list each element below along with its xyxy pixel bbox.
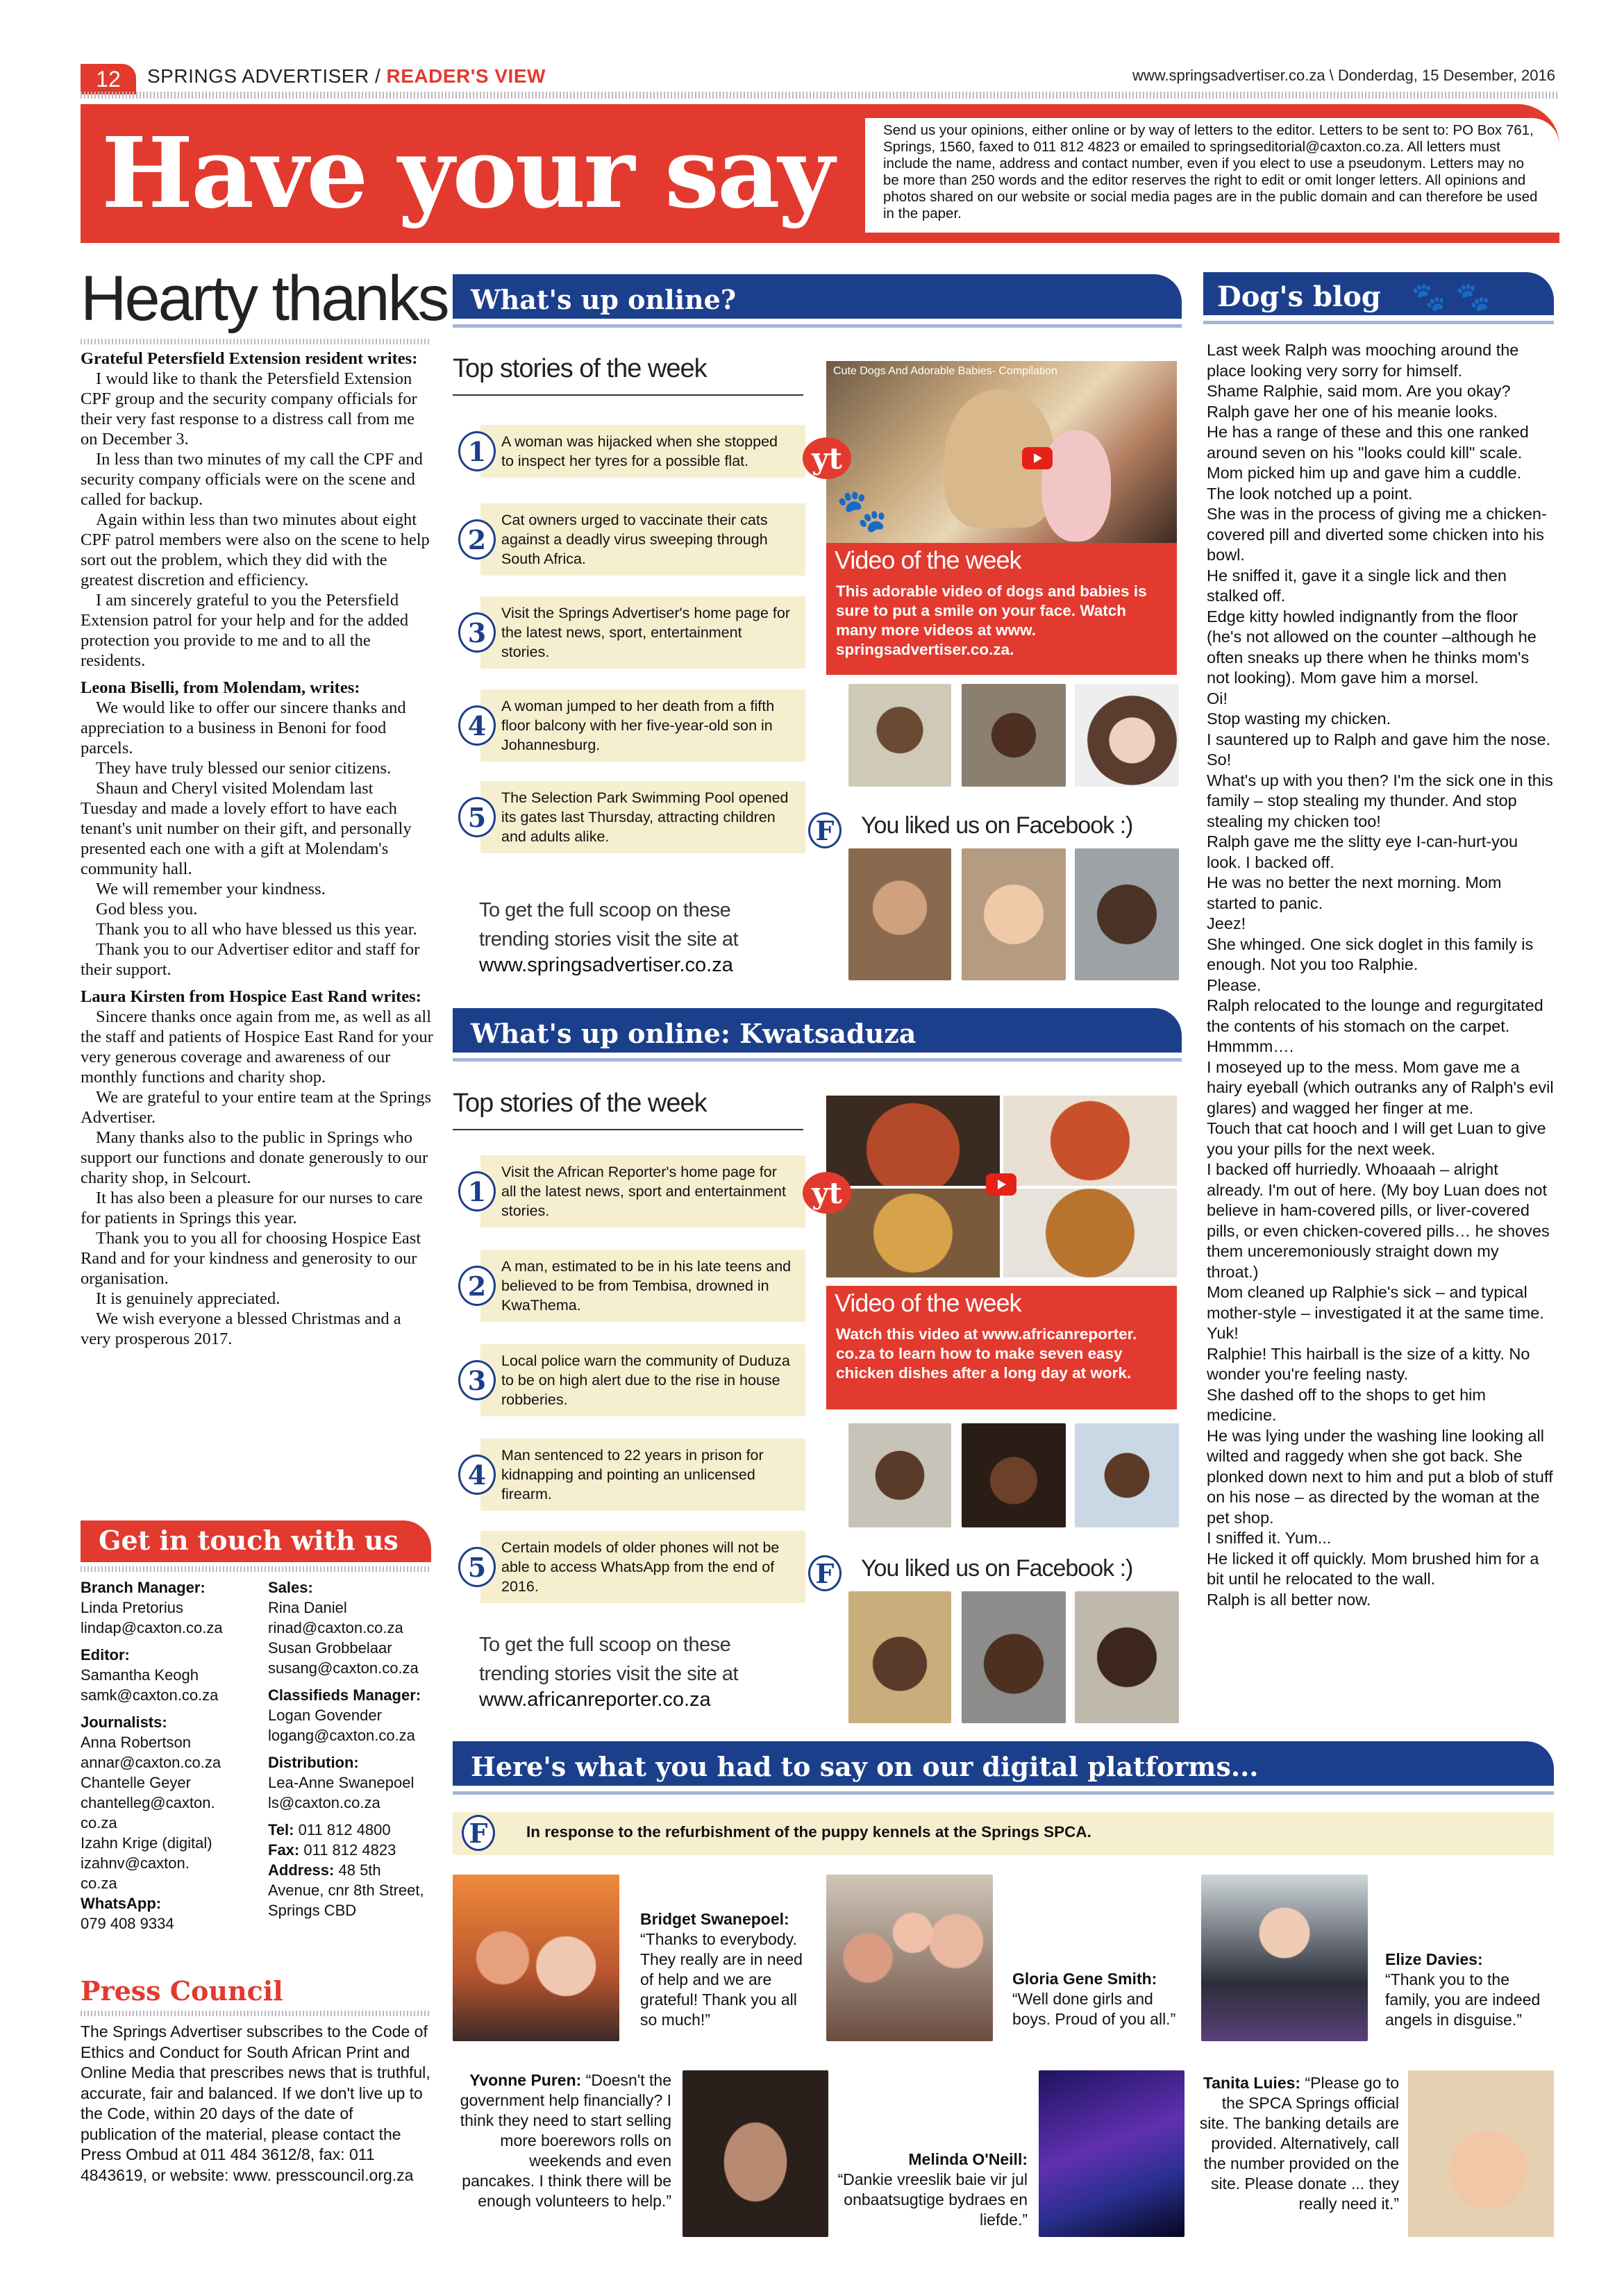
- contact-label: Classifieds Manager:: [268, 1686, 421, 1704]
- story-text: Cat owners urged to vaccinate their cats against a deadly virus sweeping through South Africa.: [480, 503, 805, 576]
- story-text: Visit the African Reporter's home page for all the latest news, sport and entertainment stories.: [480, 1155, 805, 1227]
- facebook-photo: [962, 848, 1066, 980]
- comment-name: Bridget Swanepoel:: [640, 1910, 789, 1928]
- facebook-icon: F: [808, 812, 842, 848]
- facebook-icon: F: [462, 1815, 495, 1851]
- letter-paragraph: Thank you to our Advertiser editor and staff for their support.: [81, 940, 420, 979]
- youtube-icon: yt: [803, 1172, 851, 1214]
- blog-paragraph: Last week Ralph was mooching around the place looking very sorry for himself.: [1207, 341, 1519, 380]
- story-text: Man sentenced to 22 years in prison for kidnapping and pointing an unlicensed firearm.: [480, 1439, 805, 1511]
- paw-icon: 🐾: [836, 487, 888, 534]
- blog-paragraph: Edge kitty howled indignantly from the floor (he's not allowed on the counter –although he often sneaks up there when he thinks mom's not looking). Mom gave him a morsel.: [1207, 607, 1537, 687]
- story-number: 4: [458, 705, 496, 746]
- facebook-photo: [962, 1591, 1066, 1723]
- story-number: 1: [458, 1171, 496, 1212]
- letter-author: Laura Kirsten from Hospice East Rand writes:: [81, 987, 421, 1006]
- comment-yvonne: [453, 2070, 671, 2211]
- facebook-photo: [1075, 1423, 1179, 1527]
- blog-paragraph: I moseyed up to the mess. Mom gave me a hairy eyeball (which outranks any of Ralph's evil glares) and wagged her finger at me.: [1207, 1057, 1554, 1117]
- letter-2: [81, 678, 433, 980]
- dog-blog-body: [1207, 340, 1554, 1610]
- press-council-title: Press Council: [81, 1975, 283, 2006]
- video-text: This adorable video of dogs and babies is sure to put a smile on your face. Watch many more videos at www. springsadvertiser.co.za.: [826, 578, 1177, 675]
- commenter-photo: [453, 1875, 619, 2041]
- header-rule: [81, 92, 1559, 99]
- play-button-icon[interactable]: [986, 1173, 1016, 1196]
- blog-paragraph: He sniffed it, gave it a single lick and then stalked off.: [1207, 566, 1507, 605]
- contact-line: co.za: [81, 1814, 117, 1832]
- contact-label: Editor:: [81, 1646, 130, 1664]
- letter-paragraph: God bless you.: [96, 900, 198, 919]
- blog-paragraph: What's up with you then? I'm the sick one in this family – stop stealing my thunder. And stop stealing my chicken too!: [1207, 771, 1553, 830]
- blog-paragraph: He was no better the next morning. Mom started to panic.: [1207, 873, 1502, 912]
- blog-paragraph: He licked it off quickly. Mom brushed him for a bit until he relocated to the wall.: [1207, 1549, 1539, 1588]
- blog-paragraph: She was in the process of giving me a chicken-covered pill and diverted some chicken into his bowl.: [1207, 505, 1547, 564]
- comment-name: Tanita Luies:: [1203, 2074, 1301, 2092]
- story-text: The Selection Park Swimming Pool opened its gates last Thursday, attracting children and adults alike.: [480, 781, 805, 853]
- comment-tanita: [1198, 2073, 1399, 2214]
- blog-paragraph: She dashed off to the shops to get him medicine.: [1207, 1385, 1486, 1424]
- comment-name: Yvonne Puren:: [469, 2071, 582, 2089]
- comment-text: “Well done girls and boys. Proud of you all.”: [1012, 1990, 1176, 2028]
- comment-elize: [1385, 1950, 1552, 2030]
- letter-paragraph: Shaun and Cheryl visited Molendam last Tuesday and made a lovely effort to have each tenant's unit number on their gift, and personally presented each one with a gift at Molendam's community hall.: [81, 779, 412, 878]
- blog-paragraph: Jeez!: [1207, 914, 1246, 932]
- story-number: 3: [458, 612, 496, 653]
- blog-paragraph: Ralphie! This hairball is the size of a kitty. No wonder you're feeling nasty.: [1207, 1344, 1530, 1383]
- story-list: [458, 1144, 805, 1612]
- story-item[interactable]: [458, 493, 805, 586]
- commenter-photo: [683, 2070, 828, 2237]
- letters-title: Hearty thanks: [81, 263, 448, 334]
- contact-tel: Tel: 011 812 4800: [268, 1821, 391, 1838]
- story-number: 5: [458, 797, 496, 837]
- story-list: [458, 410, 805, 862]
- blog-paragraph: The look notched up a point.: [1207, 484, 1413, 503]
- letter-paragraph: We would like to offer our sincere thanks and appreciation to a business in Benoni for food parcels.: [81, 698, 406, 757]
- blog-paragraph: Ralph is all better now.: [1207, 1590, 1371, 1609]
- contact-label: Journalists:: [81, 1713, 167, 1731]
- story-item[interactable]: [458, 1522, 805, 1612]
- contact-line: Lea-Anne Swanepoel: [268, 1774, 415, 1791]
- story-number: 2: [458, 1266, 496, 1306]
- letter-paragraph: It has also been a pleasure for our nurses to care for patients in Springs this year.: [81, 1189, 423, 1227]
- video-thumbnail[interactable]: [826, 361, 1177, 543]
- contact-line: samk@caxton.co.za: [81, 1686, 219, 1704]
- letter-paragraph: We will remember your kindness.: [96, 880, 326, 898]
- dog-blog-title: [1203, 272, 1554, 321]
- scoop-link[interactable]: www.africanreporter.co.za: [479, 1689, 711, 1711]
- food-photo: [826, 1189, 1000, 1277]
- contact-line: ls@caxton.co.za: [268, 1794, 380, 1811]
- letter-paragraph: Thank you to all who have blessed us this year.: [96, 920, 417, 939]
- story-number: 4: [458, 1455, 496, 1495]
- blog-paragraph: Ralph relocated to the lounge and regurgitated the contents of his stomach on the carpet.: [1207, 996, 1543, 1035]
- contact-rule: [81, 1566, 431, 1572]
- contact-line: lindap@caxton.co.za: [81, 1619, 223, 1636]
- letter-3: [81, 987, 433, 1349]
- comment-text: “Thank you to the family, you are indeed angels in disguise.”: [1385, 1970, 1541, 2029]
- facebook-photo: [1075, 848, 1179, 980]
- story-text: A woman was hijacked when she stopped to inspect her tyres for a possible flat.: [480, 425, 805, 478]
- story-item[interactable]: [458, 1144, 805, 1239]
- blog-paragraph: Mom cleaned up Ralphie's sick – and typical mother-style – investigated it at the same time.: [1207, 1283, 1544, 1322]
- contact-line: co.za: [81, 1875, 117, 1892]
- contact-line: logang@caxton.co.za: [268, 1727, 415, 1744]
- comment-gloria: [1012, 1969, 1186, 2029]
- comment-name: Melinda O'Neill:: [908, 2150, 1028, 2168]
- comment-name: Elize Davies:: [1385, 1950, 1483, 1968]
- contact-line: susang@caxton.co.za: [268, 1659, 419, 1677]
- play-button-icon[interactable]: [1022, 447, 1053, 469]
- letter-author: Leona Biselli, from Molendam, writes:: [81, 678, 360, 697]
- contact-label: WhatsApp:: [81, 1895, 162, 1912]
- story-item[interactable]: [458, 410, 805, 493]
- contact-line: chantelleg@caxton.: [81, 1794, 215, 1811]
- stories-rule: [453, 1129, 803, 1130]
- scoop-text: To get the full scoop on these trending stories visit the site at: [479, 899, 739, 950]
- blog-paragraph: Ralph gave me the slitty eye I-can-hurt-you look. I backed off.: [1207, 832, 1518, 871]
- video-title: Video of the week: [826, 1286, 1177, 1321]
- top-stories-title: Top stories of the week: [453, 354, 707, 383]
- food-photo: [1003, 1096, 1177, 1186]
- press-council-text: The Springs Advertiser subscribes to the Code of Ethics and Conduct for South African Print and Online Media that prescribes news that is truthful, accurate, fair and balanced. If we don't live up to the Code, within 20 days of the date of publication of the material, please contact the Press Ombud at 011 484 3612/8, fax: 011 4843619, or website: www. presscouncil.org.za: [81, 2022, 430, 2184]
- digital-intro: In response to the refurbishment of the puppy kennels at the Springs SPCA.: [526, 1823, 1091, 1841]
- contact-fax: Fax: 011 812 4823: [268, 1841, 396, 1859]
- contact-address: Address: 48 5th Avenue, cnr 8th Street, Springs CBD: [268, 1861, 424, 1919]
- blog-paragraph: Ralph gave her one of his meanie looks.: [1207, 402, 1498, 421]
- video-title: Video of the week: [826, 543, 1177, 578]
- letter-paragraph: They have truly blessed our senior citizens.: [96, 759, 392, 778]
- letter-paragraph: I am sincerely grateful to you the Petersfield Extension patrol for your help and for the added protection you provide to me and to all the residents.: [81, 591, 409, 670]
- scoop-link[interactable]: www.springsadvertiser.co.za: [479, 954, 733, 976]
- story-item[interactable]: [458, 1239, 805, 1333]
- contact-label: Distribution:: [268, 1754, 359, 1771]
- facebook-photo: [1075, 1591, 1179, 1723]
- facebook-photo: [962, 1423, 1066, 1527]
- story-text: A man, estimated to be in his late teens and believed to be from Tembisa, drowned in KwaThema.: [480, 1250, 805, 1322]
- blog-paragraph: She whinged. One sick doglet in this family is enough. Not you too Ralphie.: [1207, 935, 1534, 973]
- comment-text: “Thanks to everybody. They really are in need of help and we are grateful! Thank you all so much!”: [640, 1930, 803, 2029]
- video-text: Watch this video at www.africanreporter. co.za to learn how to make seven easy chicken dishes after a long day at work.: [826, 1321, 1177, 1409]
- comment-bridget: [640, 1909, 807, 2030]
- commenter-photo: [1201, 1875, 1368, 2041]
- blog-paragraph: Hmmmm….: [1207, 1037, 1294, 1055]
- section-highlight: READER'S VIEW: [386, 65, 546, 87]
- blog-paragraph: Touch that cat hooch and I will get Luan to give you your pills for the next week.: [1207, 1119, 1546, 1158]
- online-title: What's up online?: [453, 274, 1182, 324]
- baby-shape: [1041, 430, 1111, 542]
- blog-paragraph: He has a range of these and this one ranked around seven on his "looks could kill" scale. Mom picked him up and gave him a cuddle.: [1207, 423, 1529, 482]
- contact-line: Izahn Krige (digital): [81, 1834, 212, 1852]
- facebook-photo: [848, 684, 951, 787]
- letter-paragraph: We wish everyone a blessed Christmas and a very prosperous 2017.: [81, 1309, 401, 1348]
- letters-body: [81, 349, 433, 1349]
- contact-line: annar@caxton.co.za: [81, 1754, 221, 1771]
- blog-paragraph: I sniffed it. Yum...: [1207, 1529, 1332, 1547]
- commenter-photo: [826, 1875, 993, 2041]
- section-name: SPRINGS ADVERTISER /: [147, 65, 381, 87]
- section-label: [147, 65, 546, 87]
- story-text: A woman jumped to her death from a fifth floor balcony with her five-year-old son in Johannesburg.: [480, 689, 805, 762]
- letter-author: Grateful Petersfield Extension resident writes:: [81, 349, 418, 368]
- stories-rule: [453, 394, 803, 396]
- facebook-photo: [848, 1591, 951, 1723]
- banner: [81, 104, 1559, 243]
- facebook-text: You liked us on Facebook :): [861, 812, 1133, 839]
- letter-1: [81, 349, 433, 671]
- contact-label: Sales:: [268, 1579, 313, 1596]
- blog-paragraph: Please.: [1207, 975, 1262, 994]
- story-number: 1: [458, 431, 496, 471]
- letter-paragraph: Sincere thanks once again from me, as well as all the staff and patients of Hospice East Rand for your very generous coverage and awareness of our monthly functions and charity shop.: [81, 1007, 433, 1087]
- story-item[interactable]: [458, 679, 805, 772]
- facebook-text: You liked us on Facebook :): [861, 1555, 1133, 1582]
- commenter-photo: [1408, 2070, 1554, 2237]
- contact-line: Linda Pretorius: [81, 1599, 183, 1616]
- contact-line: rinad@caxton.co.za: [268, 1619, 403, 1636]
- press-rule: [81, 2011, 431, 2016]
- letter-paragraph: Many thanks also to the public in Springs who support our functions and donate generously to our charity shop, in Selcourt.: [81, 1128, 428, 1187]
- contact-line: izahnv@caxton.: [81, 1854, 190, 1872]
- contact-left: [81, 1577, 261, 1934]
- letters-rule: [81, 339, 431, 344]
- blog-paragraph: Stop wasting my chicken.: [1207, 710, 1391, 728]
- letter-paragraph: Again within less than two minutes about eight CPF patrol members were also on the scene to help sort out the problem, which they did with the greatest discretion and efficiency.: [81, 510, 430, 589]
- contact-line: Anna Robertson: [81, 1734, 191, 1751]
- blog-paragraph: Yuk!: [1207, 1324, 1239, 1342]
- contact-line: Rina Daniel: [268, 1599, 347, 1616]
- blog-paragraph: I backed off hurriedly. Whoaaah – alright already. I'm out of here. (My boy Luan does not believe in ham-covered pills, or liver-covered pills, or even chicken-covered pills… he shoves them unceremoniously straight down my throat.): [1207, 1160, 1550, 1281]
- comment-name: Gloria Gene Smith:: [1012, 1970, 1157, 1988]
- story-number: 2: [458, 519, 496, 560]
- facebook-icon: F: [808, 1555, 842, 1591]
- contact-label: Branch Manager:: [81, 1579, 206, 1596]
- digital-title: Here's what you had to say on our digital platforms...: [453, 1741, 1554, 1791]
- story-number: 3: [458, 1360, 496, 1400]
- top-stories-title: Top stories of the week: [453, 1089, 707, 1118]
- video-caption: Cute Dogs And Adorable Babies- Compilation: [833, 365, 1057, 377]
- comment-text: “Dankie vreeslik baie vir jul onbaatsugtige bydraes en liefde.”: [837, 2170, 1028, 2229]
- blog-paragraph: Shame Ralphie, said mom. Are you okay?: [1207, 382, 1511, 400]
- food-photo: [826, 1096, 1000, 1186]
- letter-paragraph: We are grateful to your entire team at the Springs Advertiser.: [81, 1088, 432, 1127]
- story-number: 5: [458, 1547, 496, 1587]
- video-thumbnail[interactable]: [826, 1096, 1177, 1277]
- site-date: www.springsadvertiser.co.za \ Donderdag, 15 Desember, 2016: [1132, 67, 1555, 84]
- comment-melinda: [837, 2150, 1028, 2230]
- story-item[interactable]: [458, 586, 805, 679]
- blog-paragraph: He was lying under the washing line looking all wilted and raggedy when she got back. She plonked down next to him and put a blob of stuff on his nose – as directed by the woman at the pet shop.: [1207, 1426, 1553, 1527]
- letter-paragraph: Thank you to you all for choosing Hospice East Rand and for your kindness and generosity to our organisation.: [81, 1229, 421, 1288]
- contact-line: Logan Govender: [268, 1707, 382, 1724]
- letter-paragraph: I would like to thank the Petersfield Extension CPF group and the security company officials for their very fast response to a distress call from me on December 3.: [81, 369, 417, 449]
- letter-paragraph: It is genuinely appreciated.: [96, 1289, 281, 1308]
- youtube-icon: yt: [803, 437, 851, 479]
- letter-paragraph: In less than two minutes of my call the CPF and security company officials were on the scene and called for backup.: [81, 450, 423, 509]
- facebook-photo: [848, 1423, 951, 1527]
- contact-line: Samantha Keogh: [81, 1666, 199, 1684]
- contact-right: [268, 1577, 435, 1920]
- story-text: Local police warn the community of Duduza to be on high alert due to the rise in house robberies.: [480, 1344, 805, 1416]
- facebook-photo: [848, 848, 951, 980]
- commenter-photo: [1039, 2070, 1184, 2237]
- contact-line: 079 408 9334: [81, 1915, 174, 1932]
- dog-blog-title-text: Dog's blog: [1217, 280, 1381, 313]
- food-photo: [1003, 1189, 1177, 1277]
- facebook-photo: [962, 684, 1066, 787]
- blog-paragraph: I sauntered up to Ralph and gave him the nose.: [1207, 730, 1551, 748]
- contact-line: Susan Grobbelaar: [268, 1639, 392, 1657]
- facebook-photo: [1075, 684, 1179, 787]
- story-item[interactable]: [458, 772, 805, 862]
- comment-text: “Doesn't the government help financially? I think they need to start selling more boerewors rolls on weekends and even pancakes. I think there will be enough volunteers to help.”: [460, 2071, 671, 2210]
- paw-icon: 🐾 🐾: [1411, 280, 1491, 313]
- blog-paragraph: Oi!: [1207, 689, 1228, 707]
- story-text: Certain models of older phones will not be able to access WhatsApp from the end of 2016.: [480, 1531, 805, 1603]
- contact-line: Chantelle Geyer: [81, 1774, 191, 1791]
- page-number: 12: [81, 64, 136, 94]
- story-item[interactable]: [458, 1427, 805, 1522]
- contact-title: Get in touch with us: [81, 1520, 431, 1562]
- comment-text: “Please go to the SPCA Springs official site. The banking details are provided. Alternatively, call the number provided on the site. Please donate ... they really need it.”: [1199, 2074, 1399, 2213]
- story-item[interactable]: [458, 1333, 805, 1427]
- blog-paragraph: So!: [1207, 751, 1232, 769]
- banner-info-box: Send us your opinions, either online or by way of letters to the editor. Letters to be sent to: PO Box 761, Springs, 1560, faxed to 011 812 4823 or emailed to springseditorial@caxton.co.za. All letters must include the name, address and contact number, even if you elect to use a pseudonym. Letters may no be more than 250 words and the editor reserves the right to edit or omit longer letters. All opinions and photos shared on our website or social media pages are in the public domain and can therefore be used in the paper.: [865, 118, 1559, 233]
- banner-title: Have your say: [101, 117, 833, 231]
- online-kwatsaduza-title: What's up online: Kwatsaduza: [453, 1008, 1182, 1058]
- story-text: Visit the Springs Advertiser's home page for the latest news, sport, entertainment stories.: [480, 596, 805, 669]
- scoop-text: To get the full scoop on these trending stories visit the site at: [479, 1634, 739, 1685]
